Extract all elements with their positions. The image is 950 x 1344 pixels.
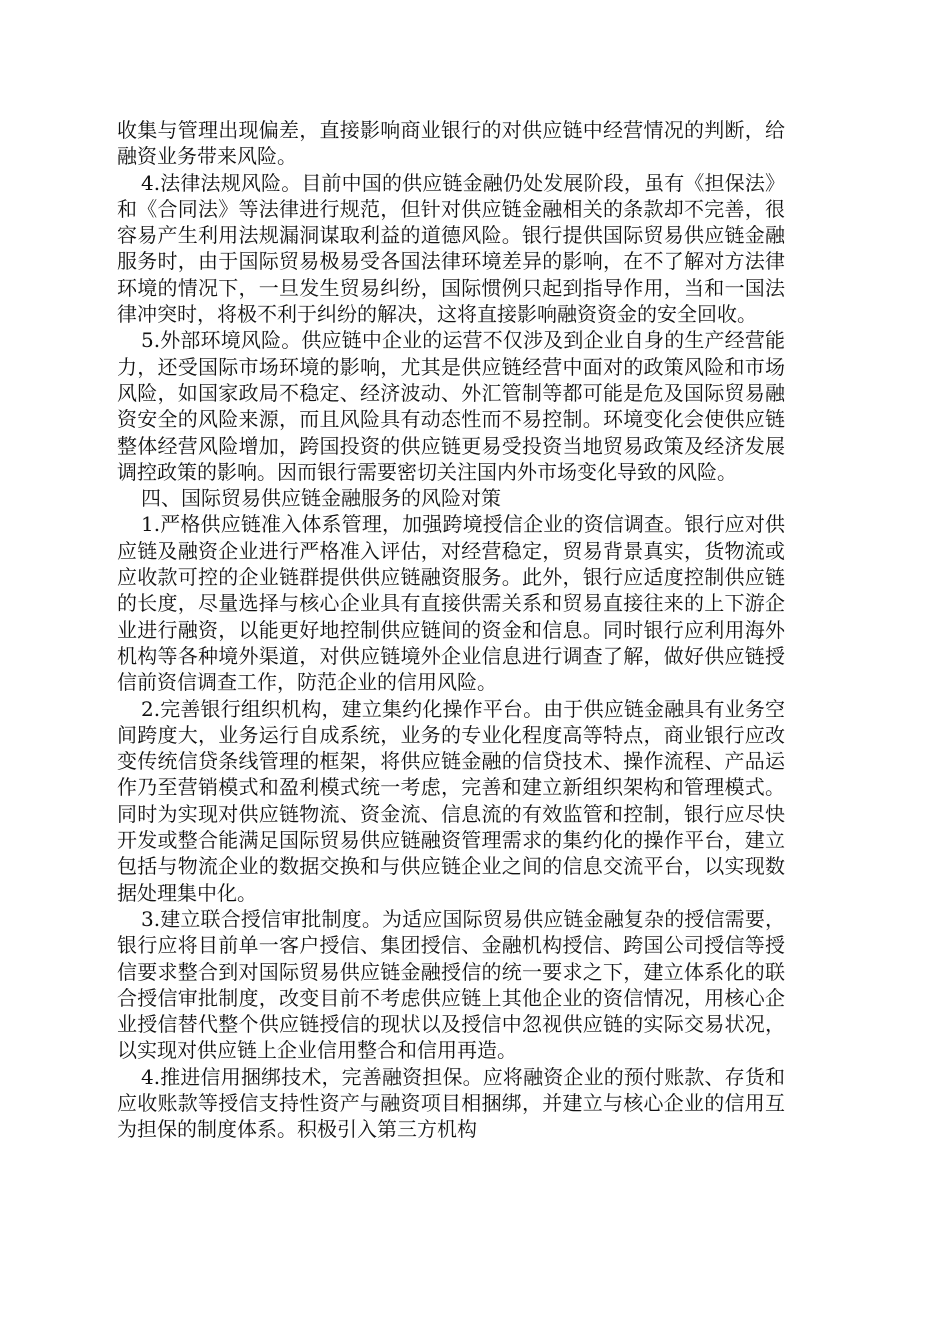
paragraph-countermeasure-2: 2.完善银行组织机构，建立集约化操作平台。由于供应链金融具有业务空间跨度大，业务运行自成系统，业务的专业化程度高等特点，商业银行应改变传统信贷条线管理的框架，将供应链金融的信贷技术、操作流程、产品运作乃至营销模式和盈利模式统一考虑，完善和建立新组织架构和管理模式。同时为实现对供应链物流、资金流、信息流的有效监管和控制，银行应尽快开发或整合能满足国际贸易供应链融资管理需求的集约化的操作平台，建立包括与物流企业的数据交换和与供应链企业之间的信息交流平台，以实现数据处理集中化。 <box>117 696 785 905</box>
paragraph-countermeasure-4: 4.推进信用捆绑技术，完善融资担保。应将融资企业的预付账款、存货和应收账款等授信支持性资产与融资项目相捆绑，并建立与核心企业的信用互为担保的制度体系。积极引入第三方机构 <box>117 1064 785 1142</box>
paragraph-countermeasure-1: 1.严格供应链准入体系管理，加强跨境授信企业的资信调查。银行应对供应链及融资企业进行严格准入评估，对经营稳定，贸易背景真实，货物流或应收款可控的企业链群提供供应链融资服务。此外，银行应适度控制供应链的长度，尽量选择与核心企业具有直接供需关系和贸易直接往来的上下游企业进行融资，以能更好地控制供应链间的资金和信息。同时银行应利用海外机构等各种境外渠道，对供应链境外企业信息进行调查了解，做好供应链授信前资信调查工作，防范企业的信用风险。 <box>117 512 785 695</box>
paragraph-countermeasure-3: 3.建立联合授信审批制度。为适应国际贸易供应链金融复杂的授信需要，银行应将目前单一客户授信、集团授信、金融机构授信、跨国公司授信等授信要求整合到对国际贸易供应链金融授信的统一要求之下，建立体系化的联合授信审批制度，改变目前不考虑供应链上其他企业的资信情况，用核心企业授信替代整个供应链授信的现状以及授信中忽视供应链的实际交易状况，以实现对供应链上企业信用整合和信用再造。 <box>117 906 785 1063</box>
section-heading: 四、国际贸易供应链金融服务的风险对策 <box>141 486 501 511</box>
document-page <box>117 117 785 1143</box>
paragraph-continuation: 收集与管理出现偏差，直接影响商业银行的对供应链中经营情况的判断，给融资业务带来风险。 <box>117 118 785 169</box>
paragraph-legal-risk: 4.法律法规风险。目前中国的供应链金融仍处发展阶段，虽有《担保法》和《合同法》等法律进行规范，但针对供应链金融相关的条款却不完善，很容易产生利用法规漏洞谋取利益的道德风险。银行提供国际贸易供应链金融服务时，由于国际贸易极易受各国法律环境差异的影响，在不了解对方法律环境的情况下，一旦发生贸易纠纷，国际惯例只起到指导作用，当和一国法律冲突时，将极不利于纠纷的解决，这将直接影响融资资金的安全回收。 <box>117 170 785 327</box>
paragraph-external-risk: 5.外部环境风险。供应链中企业的运营不仅涉及到企业自身的生产经营能力，还受国际市场环境的影响，尤其是供应链经营中面对的政策风险和市场风险，如国家政局不稳定、经济波动、外汇管制等都可能是危及国际贸易融资安全的风险来源，而且风险具有动态性而不易控制。环境变化会使供应链整体经营风险增加，跨国投资的供应链更易受投资当地贸易政策及经济发展调控政策的影响。因而银行需要密切关注国内外市场变化导致的风险。 <box>117 328 785 484</box>
